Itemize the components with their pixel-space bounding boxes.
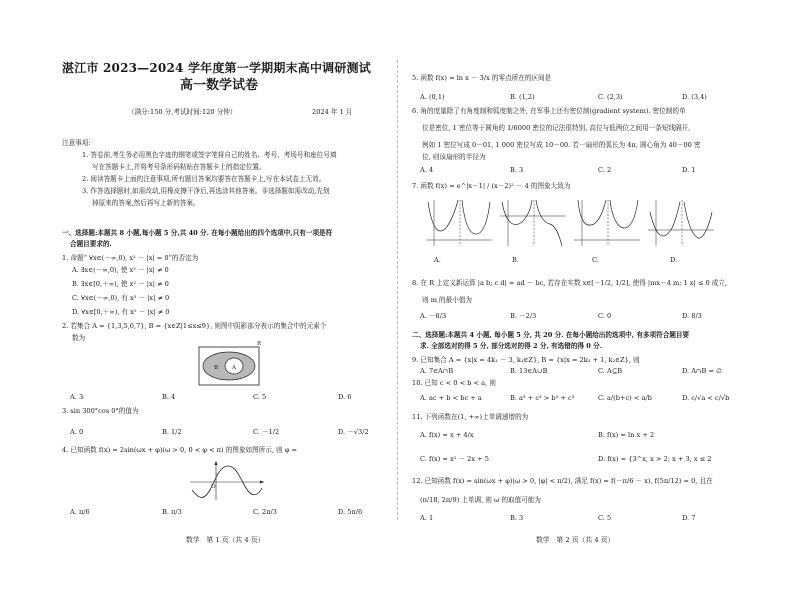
q12-option-d: D. 7: [682, 514, 696, 522]
q3-option-c: C. －1/2: [253, 428, 280, 436]
graph-option-d: [646, 198, 716, 248]
section2-heading: 二、选择题:本题共 4 小题, 每小题 5 分, 共 20 分. 在每小题给出的选项中, 有多项符合题目要: [412, 331, 690, 339]
q9-stem: 9. 已知集合 A = {x|x = 4k₁ － 3, k₁∈Z}, B = {x|x = 2k₂ + 1, k₂∈Z}, 则: [412, 356, 640, 364]
q10-option-b: B. a³ + c³ > b³ + c³: [510, 394, 575, 402]
q2-option-c: C. 5: [253, 393, 267, 401]
section2-heading-cont: 求. 全部选对的得 5 分, 部分选对的得 2 分, 有选错的得 0 分.: [420, 342, 603, 350]
notice-line: 1. 答卷前,考生务必用黑色字迹的钢笔或签字笔将自己的姓名、考号、考场号和座位号填: [82, 151, 337, 159]
graph-option-b: [498, 198, 568, 248]
notice-line: 掉原来的答案,然后再写上新的答案。: [92, 199, 200, 207]
exam-meta: （满分:150 分,考试时间:120 分钟）: [128, 108, 237, 116]
q11-stem: 11. 下列函数在(1, +∞)上单调递增的为: [412, 413, 529, 421]
q5-option-a: A. (0,1): [420, 93, 445, 101]
q12-option-b: B. 3: [510, 514, 524, 522]
q4-option-b: B. π/3: [162, 508, 182, 516]
q2-option-a: A. 3: [70, 393, 84, 401]
q8-option-a: A. －8/3: [420, 312, 447, 320]
venn-label-a: A: [232, 365, 236, 371]
graph-option-a: [424, 198, 494, 248]
q5-option-b: B. (1,2): [510, 93, 535, 101]
footer-left: 数学 第 1 页（共 4 页）: [186, 536, 265, 544]
q10-option-d: D. c/√a < c/√b: [682, 394, 730, 402]
column-divider: [397, 60, 398, 520]
q9-option-d: D. A∩B = ∅: [682, 367, 722, 375]
q6-line: 位, 则该扇形的半径为: [422, 153, 486, 161]
notice-line: 写在答题卡上,并将考号条形码粘贴在答题卡上的指定位置。: [92, 163, 266, 171]
q3-option-a: A. 0: [70, 428, 84, 436]
venn-label-b: B: [214, 365, 219, 371]
q6-line: 位是密位, 1 密位等于圆角的 1/6000 密位的记法很特别, 高位与低两位之间用一条短线隔开,: [422, 124, 691, 132]
q7-option-a: A.: [434, 256, 441, 264]
q7-stem: 7. 函数 f(x) = e^|x－1| / (x－2)² － 4 的图象大致为: [412, 182, 571, 190]
sine-origin-label: O: [211, 484, 216, 490]
q5-option-c: C. (2,3): [598, 93, 623, 101]
q11-option-d: D. f(x) = {3^x, x > 2; x + 3, x ≤ 2: [598, 455, 712, 463]
q12-stem-cont: (π/18, 2π/9) 上单调, 则 ω 的取值可能为: [420, 496, 542, 504]
q6-option-b: B. 3: [510, 166, 524, 174]
exam-date: 2024 年 1 月: [312, 108, 353, 116]
q6-option-c: C. 2: [598, 166, 612, 174]
q8-option-b: B. －2/3: [510, 312, 537, 320]
q5-stem: 5. 函数 f(x) = ln x － 3/x 的零点所在的区间是: [412, 74, 552, 82]
footer-right: 数学 第 2 页（共 4 页）: [536, 536, 615, 544]
venn-label-r: R: [257, 341, 262, 347]
q2-stem-cont: 数为: [72, 334, 86, 342]
q3-stem: 3. sin 300°cos 0°的值为: [62, 407, 139, 415]
q10-option-a: A. ac + b < bc + a: [420, 394, 482, 402]
notice-heading: 注意事项:: [62, 139, 91, 147]
q1-option-d: D. ∀x∈[0,＋∞), 有 x² － |x| ≠ 0: [72, 308, 170, 316]
q11-option-c: C. f(x) = x² － 2x + 5: [420, 455, 489, 463]
q7-option-b: B.: [512, 256, 519, 264]
q6-line: 6. 角的度量除了有角度制和弧度制之外, 在军事上还有密位制(gradient system). 密位制的单: [412, 107, 686, 115]
q12-option-a: A. 1: [420, 514, 434, 522]
q7-option-c: C.: [592, 256, 599, 264]
q10-option-c: C. a/(b+c) < a/b: [598, 394, 652, 402]
q7-option-d: D.: [670, 256, 678, 264]
sine-graph: [186, 460, 266, 502]
q4-option-c: C. 2π/3: [253, 508, 277, 516]
q1-stem: 1. 命题“ ∀x∈(－∞,0), x² － |x| = 0”的否定为: [62, 254, 199, 262]
notice-line: 2. 阅读答题卡上面的注意事项,所有题目答案均要答在答题卡上,写在本试卷上无效。: [82, 175, 326, 183]
section1-heading: 一、选择题:本题共 8 小题,每小题 5 分,共 40 分. 在每小题给出的四个选项中,只有一项是符: [62, 229, 333, 237]
graph-option-c: [572, 198, 642, 248]
notice-line: 3. 作答选择题时,如需改动,用橡皮擦干净后,再选涂其他答案。非选择题如需改动,先划: [82, 187, 330, 195]
q1-option-a: A. ∃x∈(－∞,0), 使 x² － |x| ≠ 0: [72, 266, 169, 274]
q3-option-b: B. 1/2: [162, 428, 182, 436]
q11-option-b: B. f(x) = ln x + 2: [598, 431, 655, 439]
q12-option-c: C. 5: [598, 514, 612, 522]
q6-option-a: A. 4: [420, 166, 434, 174]
q2-option-b: B. 4: [162, 393, 176, 401]
q9-option-a: A. 7∈A∩B: [420, 367, 454, 375]
q3-option-d: D. －√3/2: [338, 428, 369, 436]
exam-title: 湛江市 2023—2024 学年度第一学期期末高中调研测试: [62, 61, 371, 75]
q5-option-d: D. (3,4): [682, 93, 707, 101]
exam-subtitle: 高一数学试卷: [180, 78, 259, 93]
q8-stem: 8. 在 R 上定义新运算 |a b; c d| = ad － bc, 若存在实数 x∈[－1/2, 1/2], 使得 |mx－4 m; 1 x| ≤ 0 成立,: [412, 279, 728, 287]
section1-heading-cont: 合题目要求的.: [70, 240, 112, 248]
q11-option-a: A. f(x) = x + 4/x: [420, 431, 474, 439]
q6-option-d: D. 1: [682, 166, 696, 174]
q2-option-d: D. 6: [338, 393, 352, 401]
q12-stem: 12. 已知函数 f(x) = sin(ωx + φ)(ω > 0, |φ| < π/2), 满足 f(x) = f(－π/6 － x), f(5π/12) = 0, 且在: [412, 477, 713, 485]
q8-stem-cont: 则 m 的最小值为: [422, 296, 473, 304]
q4-stem: 4. 已知函数 f(x) = 2sin(ωx + φ)(ω > 0, 0 < φ < π) 的图象如图所示, 则 φ =: [62, 446, 297, 454]
q8-option-d: D. 8/3: [682, 312, 702, 320]
q1-option-c: C. ∀x∈(－∞,0), 有 x² － |x| ≠ 0: [72, 294, 170, 302]
q9-option-b: B. 13∈A∪B: [510, 367, 548, 375]
q2-stem: 2. 若集合 A = {1,3,5,6,7}, B = {x∈Z|1≤x≤9}, 则图中阴影部分表示的集合中的元素个: [62, 322, 327, 330]
q8-option-c: C. 0: [598, 312, 612, 320]
venn-diagram: [198, 346, 260, 386]
q10-stem: 10. 已知 c < 0 < b < a, 则: [412, 379, 496, 387]
q4-option-a: A. π/6: [70, 508, 90, 516]
q4-option-d: D. 5π/6: [338, 508, 363, 516]
q9-option-c: C. A⊆B: [598, 367, 623, 375]
q1-option-b: B. ∃x∈[0,＋∞), 使 x² － |x| ≠ 0: [72, 280, 169, 288]
q6-line: 例如 1 密位写成 0－01, 1 000 密位写成 10－00. 若一扇形的弧长为 4π, 圆心角为 40－00 密: [422, 141, 701, 149]
